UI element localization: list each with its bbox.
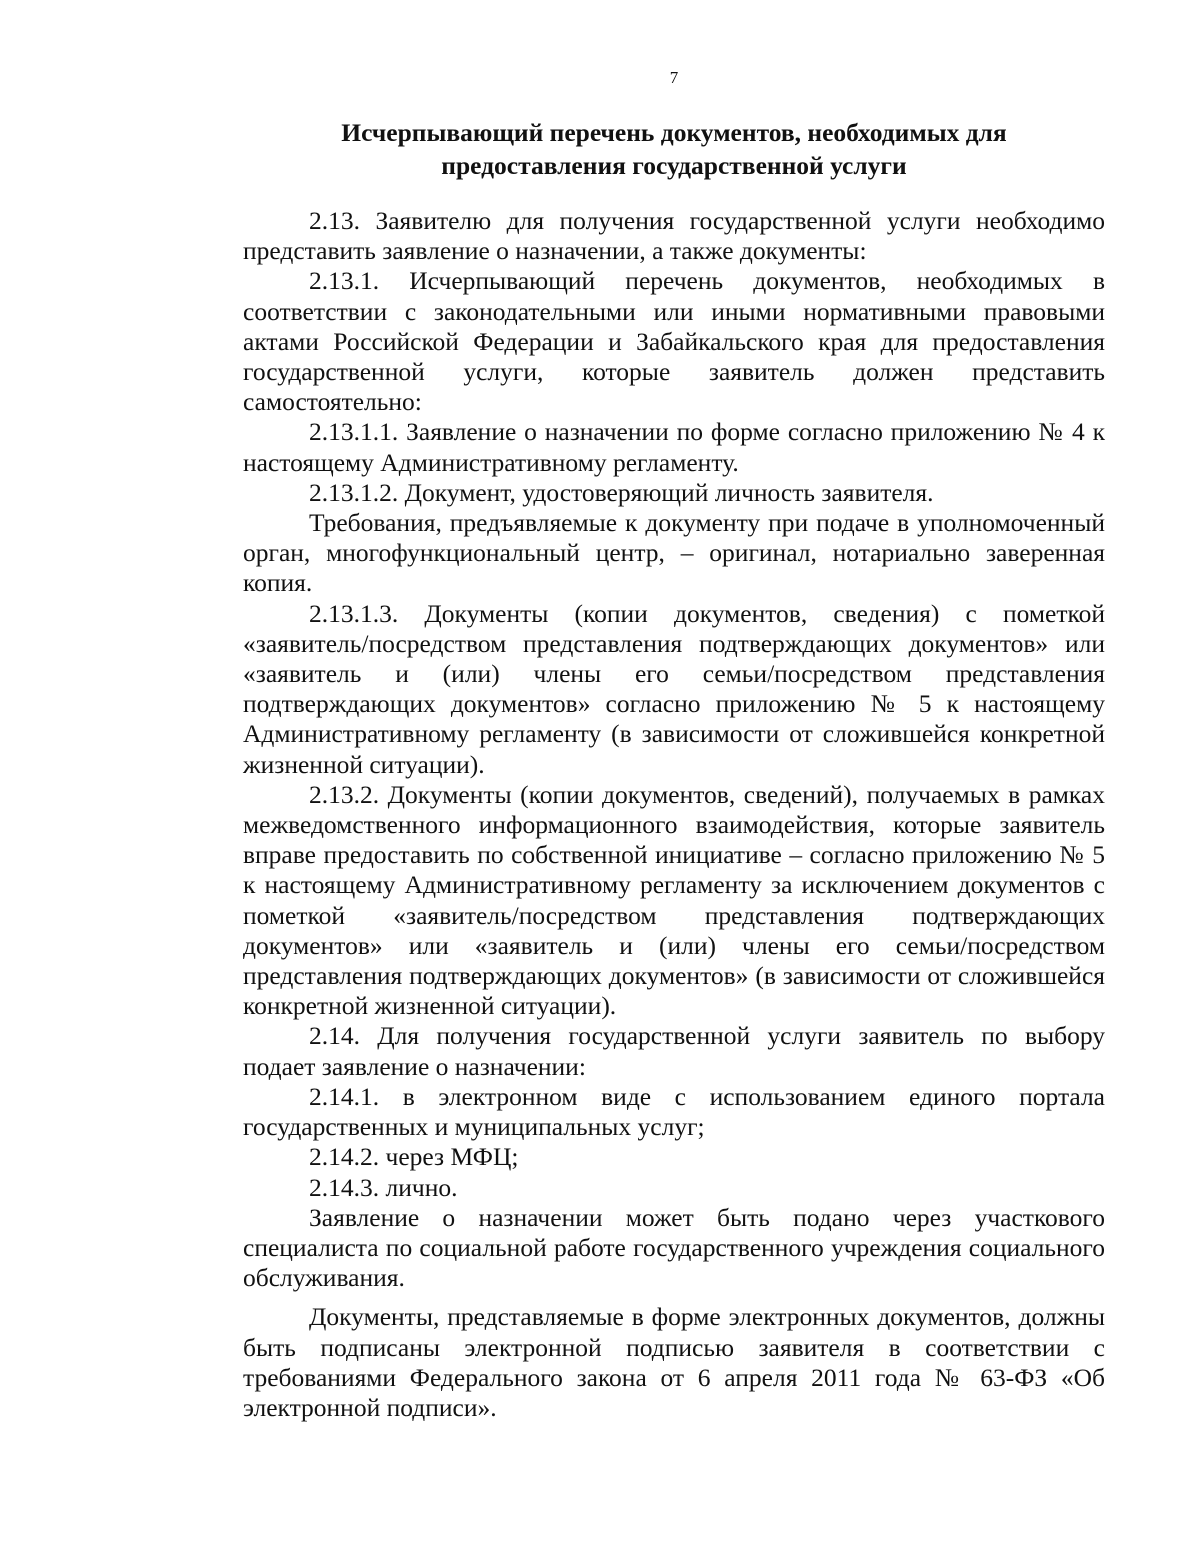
paragraph-application-via-specialist: Заявление о назначении может быть подано через участкового специалиста по социальной работе государственного учреждения социального обслуживания. [243,1202,1105,1293]
paragraph-electronic-documents: Документы, представляемые в форме электронных документов, должны быть подписаны электронной подписью заявителя в соответствии с требованиями Федерального закона от 6 апреля 2011 года № 63-ФЗ «Об электронной подписи». [243,1302,1105,1422]
paragraph-2-13-1-3: 2.13.1.3. Документы (копии документов, сведения) с пометкой «заявитель/посредством представления подтверждающих документов» или «заявитель и (или) члены его семьи/посредством представления подтверждающих документов» согласно приложению № 5 к настоящему Административному регламенту (в зависимости от сложившейся конкретной жизненной ситуации). [243,598,1105,779]
paragraph-2-13-2: 2.13.2. Документы (копии документов, сведений), получаемых в рамках межведомственного информационного взаимодействия, которые заявитель вправе предоставить по собственной инициативе – согласно приложению № 5 к настоящему Административному регламенту за исключением документов с пометкой «заявитель/посредством представления подтверждающих документов» или «заявитель и (или) члены его семьи/посредством представления подтверждающих документов» (в зависимости от сложившейся конкретной жизненной ситуации). [243,779,1105,1021]
paragraph-2-13-1-2: 2.13.1.2. Документ, удостоверяющий личность заявителя. [309,477,934,507]
paragraph-2-13: 2.13. Заявителю для получения государственной услуги необходимо представить заявление о назначении, а также документы: [243,206,1105,266]
paragraph-2-14: 2.14. Для получения государственной услуги заявитель по выбору подает заявление о назначении: [243,1021,1105,1081]
paragraph-requirements: Требования, предъявляемые к документу при подаче в уполномоченный орган, многофункциональный центр, – оригинал, нотариально заверенная копия. [243,508,1105,598]
paragraph-2-14-2: 2.14.2. через МФЦ; [309,1142,519,1172]
page-number: 7 [669,68,679,87]
section-heading-line-1: Исчерпывающий перечень документов, необходимых для [341,118,1007,147]
section-heading [300,116,1048,182]
document-body [243,206,1105,1423]
section-heading-line-2: предоставления государственной услуги [441,151,907,180]
paragraph-2-14-1: 2.14.1. в электронном виде с использованием единого портала государственных и муниципальных услуг; [243,1081,1105,1142]
paragraph-2-14-3: 2.14.3. лично. [309,1172,458,1202]
paragraph-2-13-1-1: 2.13.1.1. Заявление о назначении по форме согласно приложению № 4 к настоящему Административному регламенту. [243,417,1105,477]
paragraph-2-13-1: 2.13.1. Исчерпывающий перечень документов, необходимых в соответствии с законодательными или иными нормативными правовыми актами Российской Федерации и Забайкальского края для предоставления государственной услуги, которые заявитель должен представить самостоятельно: [243,266,1105,417]
